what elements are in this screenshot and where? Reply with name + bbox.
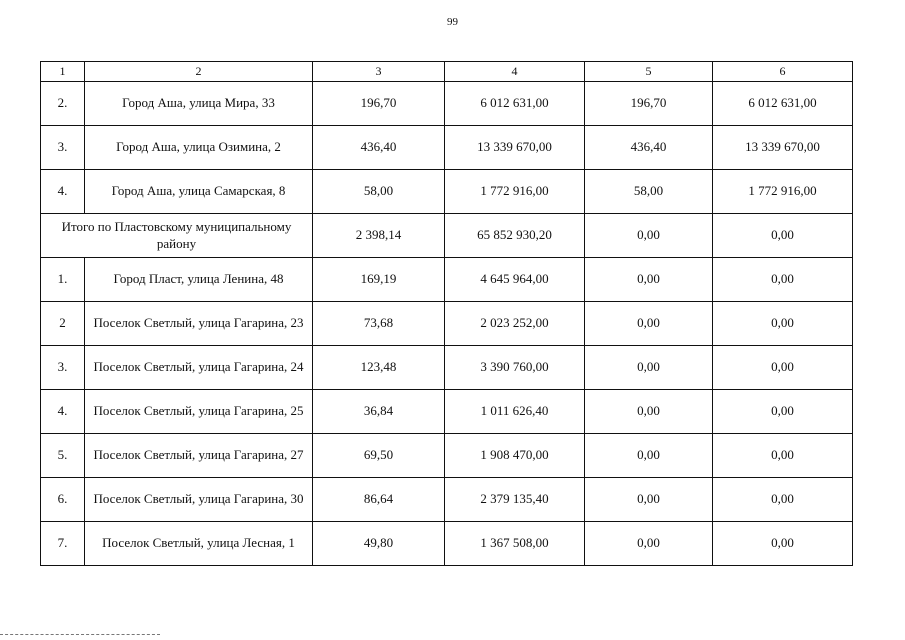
- table-row: [41, 126, 853, 170]
- area-cell-2: 0,00: [585, 214, 713, 258]
- cost-cell-2: 0,00: [713, 214, 853, 258]
- row-number-cell: 2: [41, 302, 85, 346]
- table-row: [41, 258, 853, 302]
- table-row: [41, 434, 853, 478]
- cost-cell: 65 852 930,20: [445, 214, 585, 258]
- cost-cell: 2 023 252,00: [445, 302, 585, 346]
- cost-cell: 2 379 135,40: [445, 478, 585, 522]
- row-number-cell: 4.: [41, 390, 85, 434]
- cost-cell-2: 6 012 631,00: [713, 82, 853, 126]
- row-number-cell: 5.: [41, 434, 85, 478]
- address-cell: Поселок Светлый, улица Гагарина, 30: [85, 478, 313, 522]
- area-cell: 36,84: [313, 390, 445, 434]
- cost-cell: 13 339 670,00: [445, 126, 585, 170]
- area-cell: 123,48: [313, 346, 445, 390]
- row-number-cell: 3.: [41, 126, 85, 170]
- column-header: 5: [585, 62, 713, 82]
- area-cell: 169,19: [313, 258, 445, 302]
- table-row: [41, 390, 853, 434]
- address-cell: Город Пласт, улица Ленина, 48: [85, 258, 313, 302]
- cost-cell-2: 0,00: [713, 258, 853, 302]
- table-row: [41, 170, 853, 214]
- cost-cell: 4 645 964,00: [445, 258, 585, 302]
- area-cell-2: 436,40: [585, 126, 713, 170]
- cost-cell-2: 0,00: [713, 478, 853, 522]
- area-cell: 58,00: [313, 170, 445, 214]
- address-cell: Поселок Светлый, улица Гагарина, 23: [85, 302, 313, 346]
- cost-cell: 1 011 626,40: [445, 390, 585, 434]
- cost-cell: 1 772 916,00: [445, 170, 585, 214]
- area-cell: 196,70: [313, 82, 445, 126]
- area-cell-2: 0,00: [585, 302, 713, 346]
- area-cell-2: 0,00: [585, 390, 713, 434]
- area-cell-2: 0,00: [585, 478, 713, 522]
- table-row: [41, 302, 853, 346]
- area-cell: 436,40: [313, 126, 445, 170]
- footer-divider: [0, 634, 160, 635]
- row-number-cell: 7.: [41, 522, 85, 566]
- column-header: 4: [445, 62, 585, 82]
- table-row: [41, 522, 853, 566]
- area-cell-2: 0,00: [585, 434, 713, 478]
- address-cell: Поселок Светлый, улица Гагарина, 27: [85, 434, 313, 478]
- area-cell-2: 0,00: [585, 346, 713, 390]
- area-cell: 73,68: [313, 302, 445, 346]
- total-label-cell: Итого по Пластовскому муниципальному району: [41, 214, 313, 258]
- row-number-cell: 2.: [41, 82, 85, 126]
- area-cell-2: 196,70: [585, 82, 713, 126]
- address-cell: Поселок Светлый, улица Лесная, 1: [85, 522, 313, 566]
- cost-cell-2: 13 339 670,00: [713, 126, 853, 170]
- column-header: 6: [713, 62, 853, 82]
- row-number-cell: 3.: [41, 346, 85, 390]
- row-number-cell: 1.: [41, 258, 85, 302]
- area-cell-2: 58,00: [585, 170, 713, 214]
- cost-cell-2: 0,00: [713, 346, 853, 390]
- area-cell-2: 0,00: [585, 522, 713, 566]
- page-number: 99: [447, 16, 458, 28]
- area-cell: 49,80: [313, 522, 445, 566]
- cost-cell: 1 367 508,00: [445, 522, 585, 566]
- address-cell: Город Аша, улица Мира, 33: [85, 82, 313, 126]
- column-header: 1: [41, 62, 85, 82]
- cost-cell-2: 0,00: [713, 522, 853, 566]
- address-cell: Город Аша, улица Озимина, 2: [85, 126, 313, 170]
- table-header-row: [41, 62, 853, 82]
- cost-cell-2: 0,00: [713, 434, 853, 478]
- table-total-row: [41, 214, 853, 258]
- area-cell: 2 398,14: [313, 214, 445, 258]
- cost-cell-2: 1 772 916,00: [713, 170, 853, 214]
- column-header: 3: [313, 62, 445, 82]
- address-cell: Поселок Светлый, улица Гагарина, 24: [85, 346, 313, 390]
- table-row: [41, 82, 853, 126]
- cost-cell-2: 0,00: [713, 302, 853, 346]
- row-number-cell: 6.: [41, 478, 85, 522]
- table-row: [41, 346, 853, 390]
- table-row: [41, 478, 853, 522]
- area-cell-2: 0,00: [585, 258, 713, 302]
- address-cell: Город Аша, улица Самарская, 8: [85, 170, 313, 214]
- cost-cell: 1 908 470,00: [445, 434, 585, 478]
- data-table: [40, 61, 853, 566]
- cost-cell: 6 012 631,00: [445, 82, 585, 126]
- cost-cell: 3 390 760,00: [445, 346, 585, 390]
- cost-cell-2: 0,00: [713, 390, 853, 434]
- column-header: 2: [85, 62, 313, 82]
- area-cell: 86,64: [313, 478, 445, 522]
- area-cell: 69,50: [313, 434, 445, 478]
- row-number-cell: 4.: [41, 170, 85, 214]
- address-cell: Поселок Светлый, улица Гагарина, 25: [85, 390, 313, 434]
